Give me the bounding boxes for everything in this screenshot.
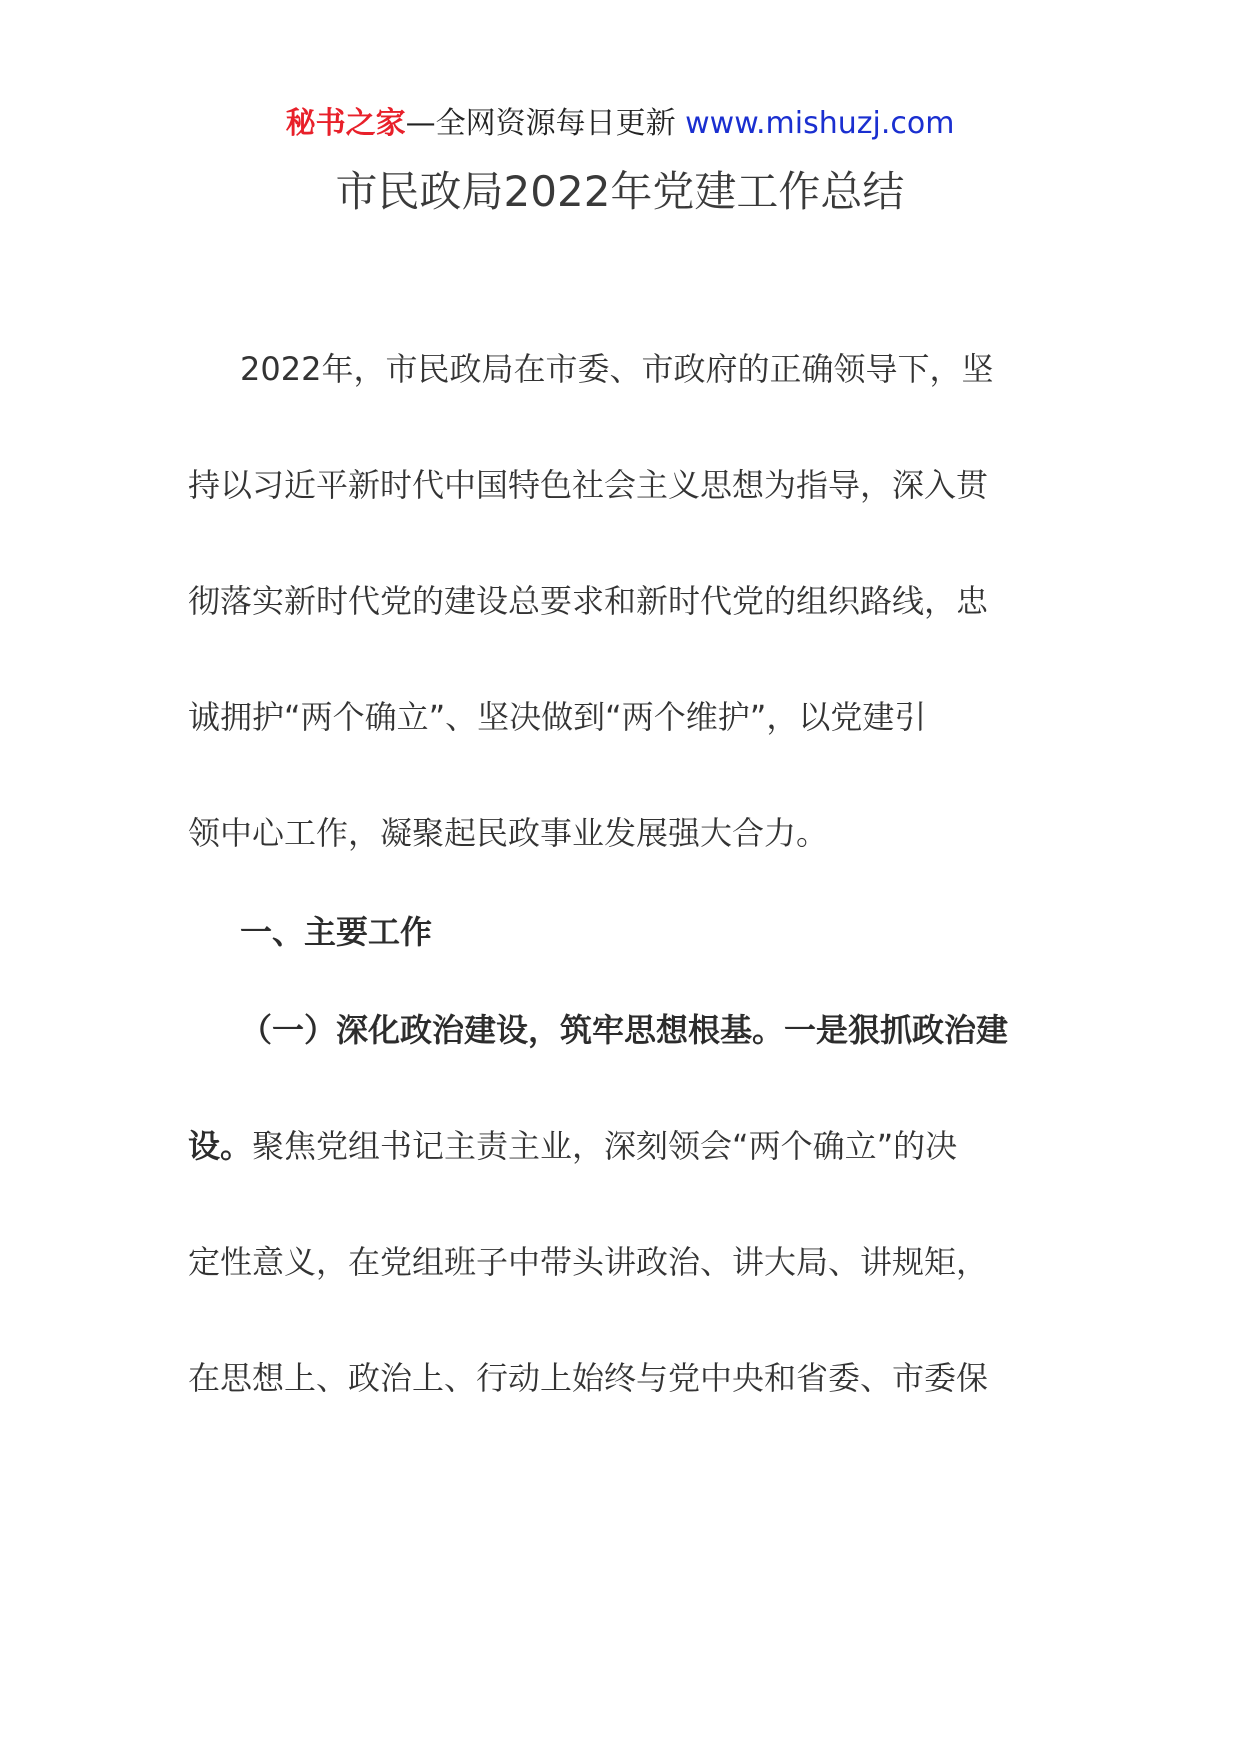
paragraph-line: 诚拥护“两个确立”、坚决做到“两个维护”，以党建引 — [188, 698, 927, 736]
paragraph-line: 定性意义，在党组班子中带头讲政治、讲大局、讲规矩， — [188, 1243, 989, 1281]
paragraph-line: 领中心工作，凝聚起民政事业发展强大合力。 — [188, 814, 829, 852]
section-heading: 一、主要工作 — [240, 913, 433, 951]
paragraph-line: 彻落实新时代党的建设总要求和新时代党的组织路线，忠 — [188, 582, 989, 620]
paragraph-line: 在思想上、政治上、行动上始终与党中央和省委、市委保 — [188, 1359, 989, 1397]
site-link[interactable]: www.mishuzj.com — [685, 106, 955, 141]
site-banner — [0, 102, 1240, 146]
slogan: —全网资源每日更新 — [405, 106, 676, 141]
bold-lead: 设。 — [188, 1127, 253, 1165]
brand-name: 秘书之家 — [285, 106, 406, 141]
line-text: 聚焦党组书记主责主业，深刻领会“两个确立”的决 — [252, 1127, 958, 1165]
paragraph-line: 2022年，市民政局在市委、市政府的正确领导下，坚 — [240, 350, 994, 388]
subsection-heading: （一）深化政治建设，筑牢思想根基。一是狠抓政治建 — [240, 1011, 1009, 1049]
paragraph-line — [188, 1124, 1053, 1168]
document-title: 市民政局2022年党建工作总结 — [335, 167, 905, 216]
paragraph-line: 持以习近平新时代中国特色社会主义思想为指导，深入贯 — [188, 466, 989, 504]
